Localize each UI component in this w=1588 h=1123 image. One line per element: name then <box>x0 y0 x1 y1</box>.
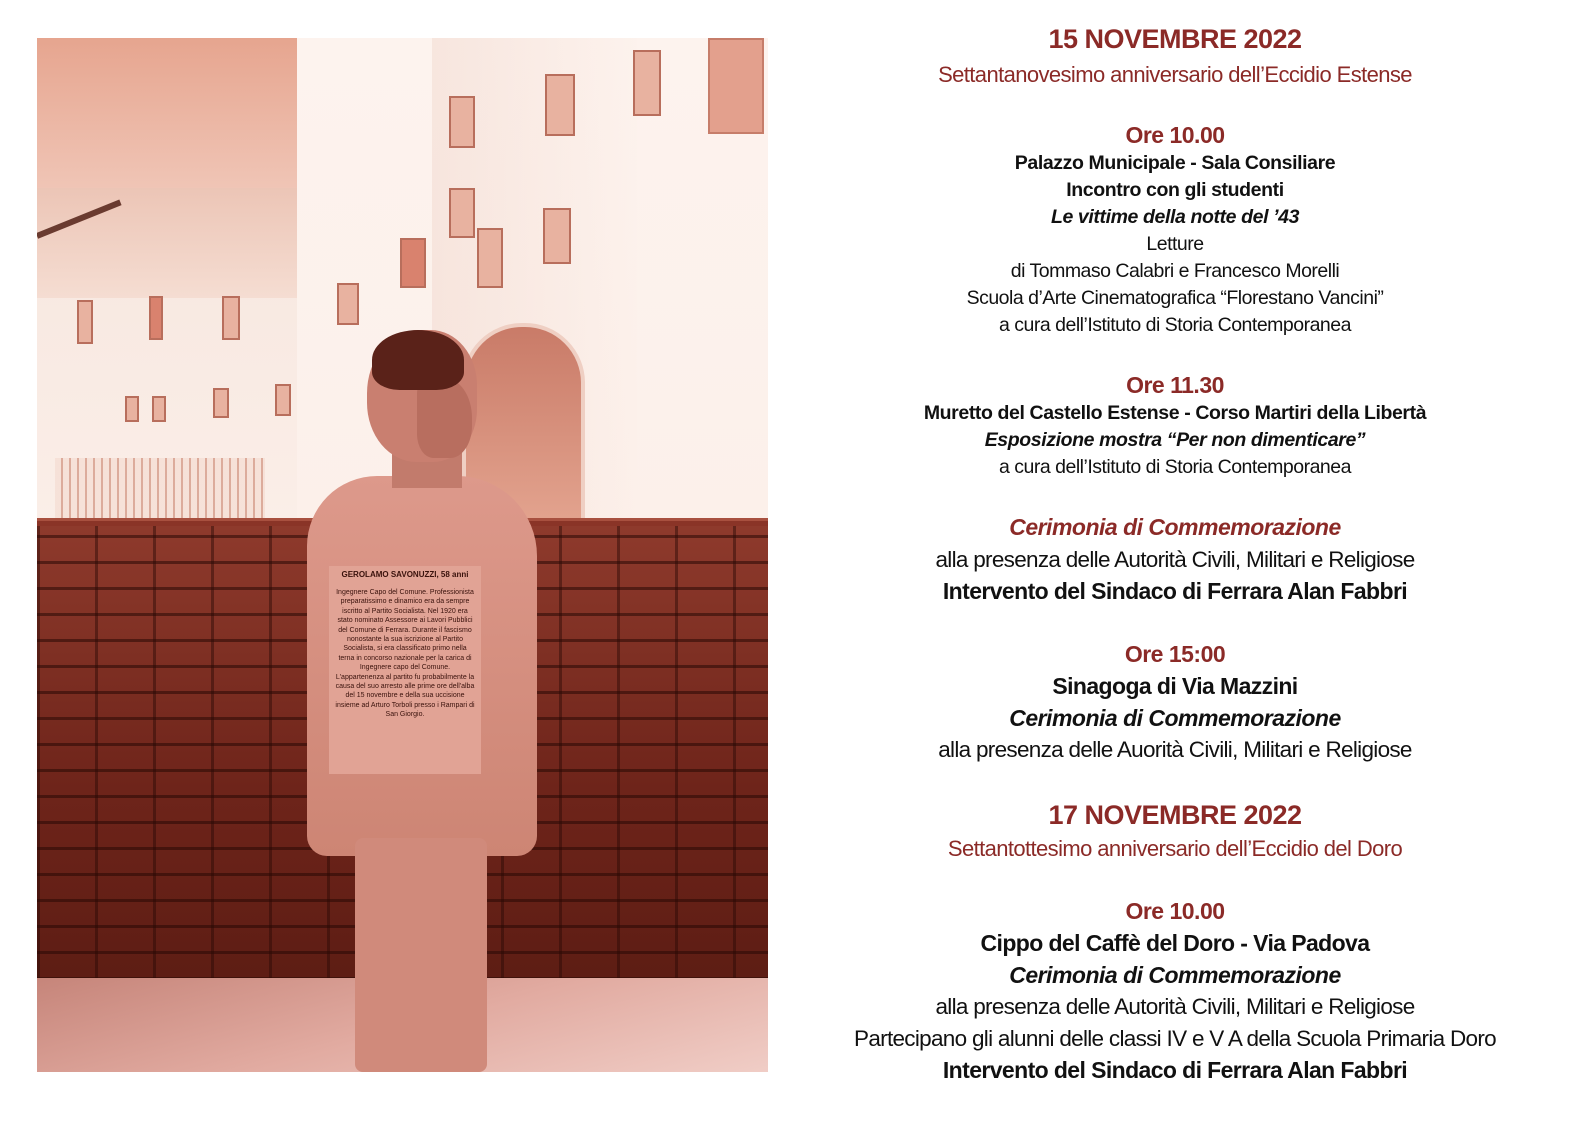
window <box>543 208 571 264</box>
window <box>149 296 163 340</box>
event-line: Letture <box>1146 233 1204 255</box>
event-line: alla presenza delle Autorità Civili, Militari e Religiose <box>935 547 1415 572</box>
event-place: Cippo del Caffè del Doro - Via Padova <box>980 930 1370 956</box>
window <box>275 384 291 416</box>
event-title: Le vittime della notte del ’43 <box>1050 206 1300 228</box>
banner <box>708 38 764 134</box>
window <box>477 228 503 288</box>
anniversary-subtitle: Settantanovesimo anniversario dell’Eccidio Estense <box>938 62 1412 87</box>
event-line: Incontro con gli studenti <box>1066 179 1284 201</box>
window <box>449 188 475 238</box>
ceremony-title: Cerimonia di Commemorazione <box>1009 514 1341 540</box>
memorial-plaque <box>329 566 481 774</box>
window <box>337 283 359 325</box>
event-place: Sinagoga di Via Mazzini <box>1052 673 1298 699</box>
date-heading: 17 NOVEMBRE 2022 <box>1048 800 1302 830</box>
commemorative-photo <box>37 38 768 1072</box>
event-line: di Tommaso Calabri e Francesco Morelli <box>1010 260 1340 282</box>
window <box>125 396 139 422</box>
event-line: Partecipano gli alunni delle classi IV e V A della Scuola Primaria Doro <box>854 1026 1496 1051</box>
date-heading: 15 NOVEMBRE 2022 <box>1048 24 1302 54</box>
event-line: alla presenza delle Auorità Civili, Militari e Religiose <box>938 737 1412 762</box>
window <box>213 388 229 418</box>
event-time: Ore 10.00 <box>1125 122 1225 148</box>
silhouette-hair <box>372 330 464 390</box>
ceremony-title: Cerimonia di Commemorazione <box>1009 962 1341 988</box>
window <box>77 300 93 344</box>
window <box>545 74 575 136</box>
ceremony-title: Cerimonia di Commemorazione <box>1009 705 1341 731</box>
event-place: Muretto del Castello Estense - Corso Martiri della Libertà <box>923 402 1427 424</box>
window <box>152 396 166 422</box>
window <box>633 50 661 116</box>
window <box>449 96 475 148</box>
window <box>400 238 426 288</box>
event-time: Ore 10.00 <box>1125 898 1225 924</box>
anniversary-subtitle: Settantottesimo anniversario dell’Eccidio del Doro <box>947 836 1403 861</box>
event-title: Esposizione mostra “Per non dimenticare” <box>984 429 1366 451</box>
window <box>222 296 240 340</box>
event-line: alla presenza delle Autorità Civili, Militari e Religiose <box>935 994 1415 1019</box>
plaque-title: GEROLAMO SAVONUZZI, 58 anni <box>341 570 469 579</box>
silhouette-legs <box>355 838 487 1072</box>
mayor-speech: Intervento del Sindaco di Ferrara Alan Fabbri <box>942 1057 1408 1083</box>
plaque-text: Ingegnere Capo del Comune. Professionista preparatissimo e dinamico era da sempre iscritto al Partito Socialista. Nel 1920 era stato nominato Assessore ai Lavori Pubblici del Comune di Ferrara. Durante il fascismo nonostante la sua iscrizione al Partito Socialista, si era classificato primo nella terna in concorso nazionale per la carica di Ingegnere capo del Comune. L'appartenenza al partito fu probabilmente la causa del suo arresto alle prime ore dell'alba del 15 novembre e della sua uccisione insieme ad Arturo Torboli presso i Rampari di San Giorgio. <box>335 589 475 719</box>
event-time: Ore 15:00 <box>1124 641 1226 667</box>
mayor-speech: Intervento del Sindaco di Ferrara Alan Fabbri <box>942 578 1408 604</box>
event-place: Palazzo Municipale - Sala Consiliare <box>1014 152 1336 174</box>
building-roof <box>37 188 337 298</box>
event-time: Ore 11.30 <box>1126 372 1224 398</box>
event-line: a cura dell’Istituto di Storia Contemporanea <box>999 314 1351 336</box>
event-line: a cura dell’Istituto di Storia Contemporanea <box>999 456 1351 478</box>
event-line: Scuola d’Arte Cinematografica “Florestano Vancini” <box>966 287 1384 309</box>
